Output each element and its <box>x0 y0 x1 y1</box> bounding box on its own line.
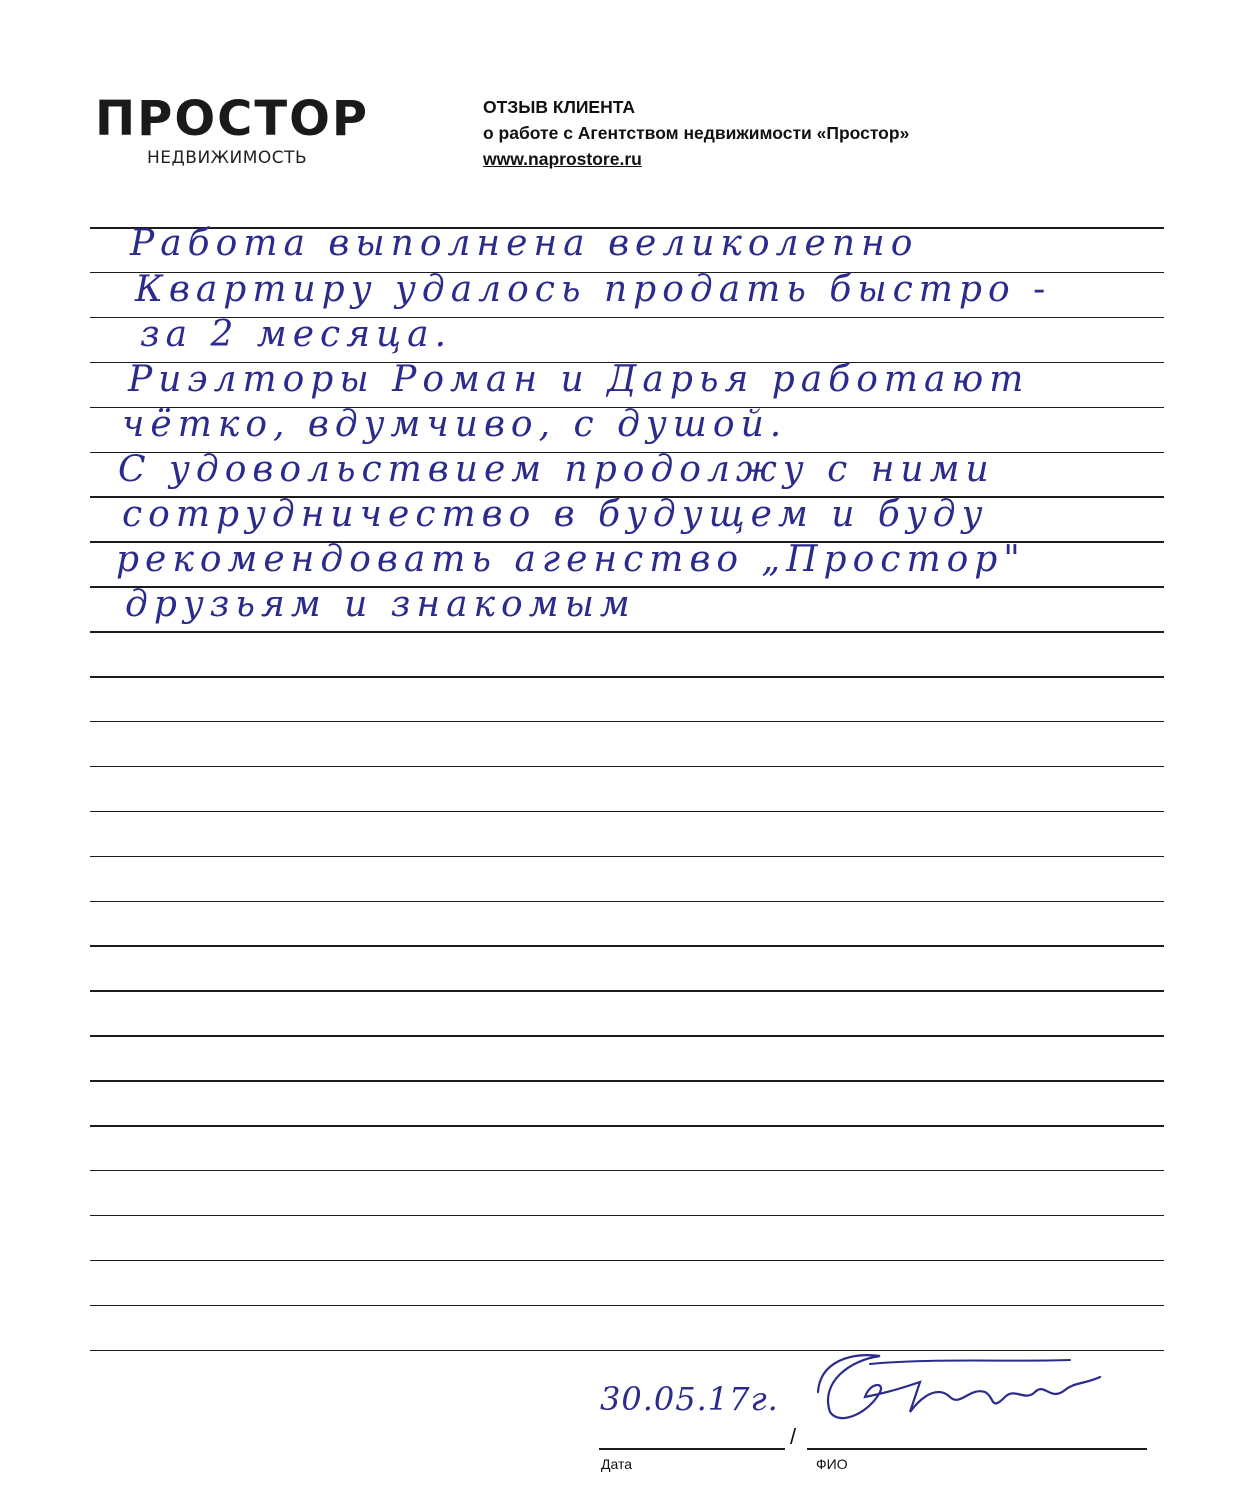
review-line: рекомендовать агенство „Простор" <box>116 539 1026 580</box>
review-line: С удовольствием продолжу с ними <box>118 449 995 490</box>
logo-subtitle: НЕДВИЖИМОСТЬ <box>147 148 308 168</box>
form-title: ОТЗЫВ КЛИЕНТА <box>483 97 635 117</box>
form-subtitle: о работе с Агентством недвижимости «Простор» <box>483 123 910 143</box>
review-line: чётко, вдумчиво, с душой. <box>122 404 788 445</box>
review-line: Риэлторы Роман и Дарья работают <box>128 359 1030 400</box>
review-line: за 2 месяца. <box>140 314 453 355</box>
handwritten-signature <box>810 1352 1110 1432</box>
name-line <box>807 1448 1147 1450</box>
date-label: Дата <box>601 1456 633 1472</box>
handwritten-date: 30.05.17г. <box>600 1380 779 1418</box>
name-label: ФИО <box>816 1456 848 1472</box>
logo-wordmark: ПРОСТОР <box>95 91 370 147</box>
review-line: Квартиру удалось продать быстро - <box>135 269 1052 310</box>
review-line: друзьям и знакомым <box>125 584 636 625</box>
date-line <box>599 1448 785 1450</box>
website-link[interactable]: www.naprostore.ru <box>483 149 642 169</box>
review-line: Работа выполнена великолепно <box>130 223 919 264</box>
review-line: сотрудничество в будущем и буду <box>122 494 989 535</box>
separator-slash: / <box>790 1424 797 1449</box>
